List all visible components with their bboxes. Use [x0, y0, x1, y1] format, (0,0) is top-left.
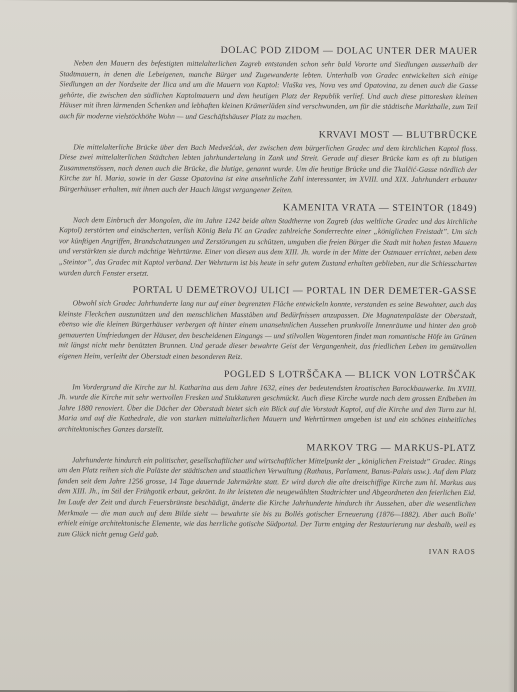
section-pogled [58, 368, 476, 437]
section-text: Jahrhunderte hindurch ein politischer, gesellschaftlicher und wirtschaftlicher Mittelpunkt der „königlichen Freistadt” Gradec. Rings um den Platz reihen sich die Paläste der städtischen und staatlichen Verwaltung (Rathaus, Parlament, Banus-Palais usw.). Auf dem Platz fanden seit dem Jahre 1256 grosse, 14 Tage dauernde Jahrmärkte statt. Er wird durch die alte dreischiffige Kirche zum hl. Markus aus dem XIII. Jh., im Stil der Frühgotik erbaut, gekrönt. In ihr leisteten die neugewählten Stadtrichter und Abgeordneten den feierlichen Eid. Im Laufe der Zeit und durch Feuersbrünste beschädigt, änderte die Kirche Jahrhunderte hindurch ihr Aussehen, aber die wesentlichen Merkmale — die man auch auf dem Bilde sieht — bewahrte sie bis zu Bollés gotischer Erneuerung (1876—1882). Aber auch Bolle' erhielt einige architektonische Elemente, wie das herrliche gotische Südportal. Der Turm entging der Restaurierung nur deshalb, weil es zum Glück nicht genug Geld gab. [57, 454, 477, 539]
section-heading: KRVAVI MOST — BLUTBRÜCKE [318, 128, 478, 141]
section-heading: DOLAC POD ZIDOM — DOLAC UNTER DER MAUER [220, 44, 478, 58]
section-text: Obwohl sich Gradec Jahrhunderte lang nur auf einer begrenzten Fläche entwickeln konnte, verstanden es seine Bewohner, auch das kleinste Fleckchen auszunützen und den menschlichen Masstäben und Bedürfnissen anzupassen. Die Magnatenpaläste der Oberstadt, ebenso wie die kleinen Bürgerhäuser verbergen oft hinter einem unansehnlichen Aussehen prunkvolle Innenräume und hinter den grob gemauerten Umfriedungen der Häuser, den bescheidenen Eingangs — und stilvollen Wagentoren findet man romantische Höfe im Grünen mit längst nicht mehr benützten Brunnen. Und gerade dieser bewahrte Geist der Vergangenheit, das friedlichen Leben im gemütvollen eigenen Heim, verleiht der Oberstadt einen besonderen Reiz. [58, 298, 477, 362]
section-heading: MARKOV TRG — MARKUS-PLATZ [306, 441, 477, 454]
section-heading: PORTAL U DEMETROVOJ ULICI — PORTAL IN DER DEMETER-GASSE [132, 284, 477, 298]
author-name: IVAN RAOS [428, 547, 476, 557]
section-portal [58, 284, 476, 363]
section-text: Die mittelalterliche Brücke über den Bach Medvešćak, der zwischen dem bürgerlichen Gradec und dem kirchlichen Kaptol floss. Diese zwei mittelalterlichen Städtchen lebten jahrhundertelang in Zank und Streit. Gerade auf dieser Brücke kam es oft zu blutigen Zusammenstössen, nach denen auch die Brücke, die blutige, genannt wurde. Um die heutige Brücke und die Tkalčić-Gasse nördlich der Kirche zur hl. Maria, sowie in der Gasse Opatovina ist eine ansehnliche Zahl interessanter, im XVIII. und XIX. Jahrhundert erbauter Bürgerhäuser erhalten, mit ihnen auch der Hauch längst vergangener Zeiten. [59, 141, 478, 195]
page-content [58, 44, 478, 556]
section-text: Nach dem Einbruch der Mongolen, die im Jahre 1242 beide alten Stadtherne von Zagreb (das weltliche Gradec und das kirchliche Kaptol) zerstörten und einäscherten, verlish König Bela IV. an Gradec zahlreiche Sonderrechte einer „königlichen Freistadt”. Um sich vor künftigen Angriffen, Brandschatzungen und Zerstörungen zu schützen, umgaben die freien Bürger die Stadt mit hohen festen Mauern und verstärkten sie durch mächtige Wehrtürme. Einer von diesen aus dem XIII. Jh. wurde in der Mitte der Ostmauer errichtet, neben dem „Steintor”, das Gradec mit Kaptol verband. Der Wehrturm ist bis heute in sehr gutem Zustand erhalten geblieben, nur die Schiesscharten wurden durch Fenster ersetzt. [58, 214, 478, 278]
section-heading: KAMENITA VRATA — STEINTOR (1849) [282, 201, 478, 214]
section-krvavi-most [59, 128, 477, 197]
section-markov-trg [58, 441, 476, 542]
page-edge-shadow [508, 2, 517, 692]
section-text: Neben den Mauern des befestigten mittelalterlichen Zagreb entstanden schon sehr bald Vororte und Siedlungen ausserhalb der Stadtmauern, in denen die Lebeigenen, manche Bürger und Zugewanderte lebten. Unterhalb von Gradec entwickelten sich einige Siedlungen an der Nordseite der Ilica und um die Mauern von Kaptol: Vlaška ves, Nova ves und Opatovina, zu denen auch die Gasse gehörte, die zwischen den südlichen Kaptolmauern und dem heutigen Platz der Republik verlief. Und auch diese pittoresken kleinen Häuser mit ihren lärmenden Schenken und lebhaften kleinen Krämerläden sind verschwunden, um für die städtische Markthalle, zum Teil auch für moderne vielstöckhöhe Wohn — und Geschäftshäuser Platz zu machen. [59, 58, 478, 122]
section-kamenita-vrata [59, 201, 477, 280]
section-heading: POGLED S LOTRŠČAKA — BLICK VON LOTRŠČAK [223, 368, 477, 381]
section-text: Im Vordergrund die Kirche zur hl. Katharina aus dem Jahre 1632, eines der bedeutendsten kroatischen Barockbauwerke. Im XVIII. Jh. wurde die Kirche mit sehr wertvollen Fresken und Stukkaturen geschmückt. Auch diese Kirche wurde nach dem grossen Erdbeben im Jahre 1880 renoviert. Über die Dächer der Oberstadt bietet sich ein Blick auf die Vorstadt Kaptol, auf die Kirche und den Turm zur hl. Maria und auf die Kathedrale, die von starken mittelalterlichen Mauern und Wehrtürmen umgeben ist und ein schönes einheitliches architektonisches Ganzes darstellt. [58, 381, 477, 434]
section-dolac [59, 44, 477, 123]
